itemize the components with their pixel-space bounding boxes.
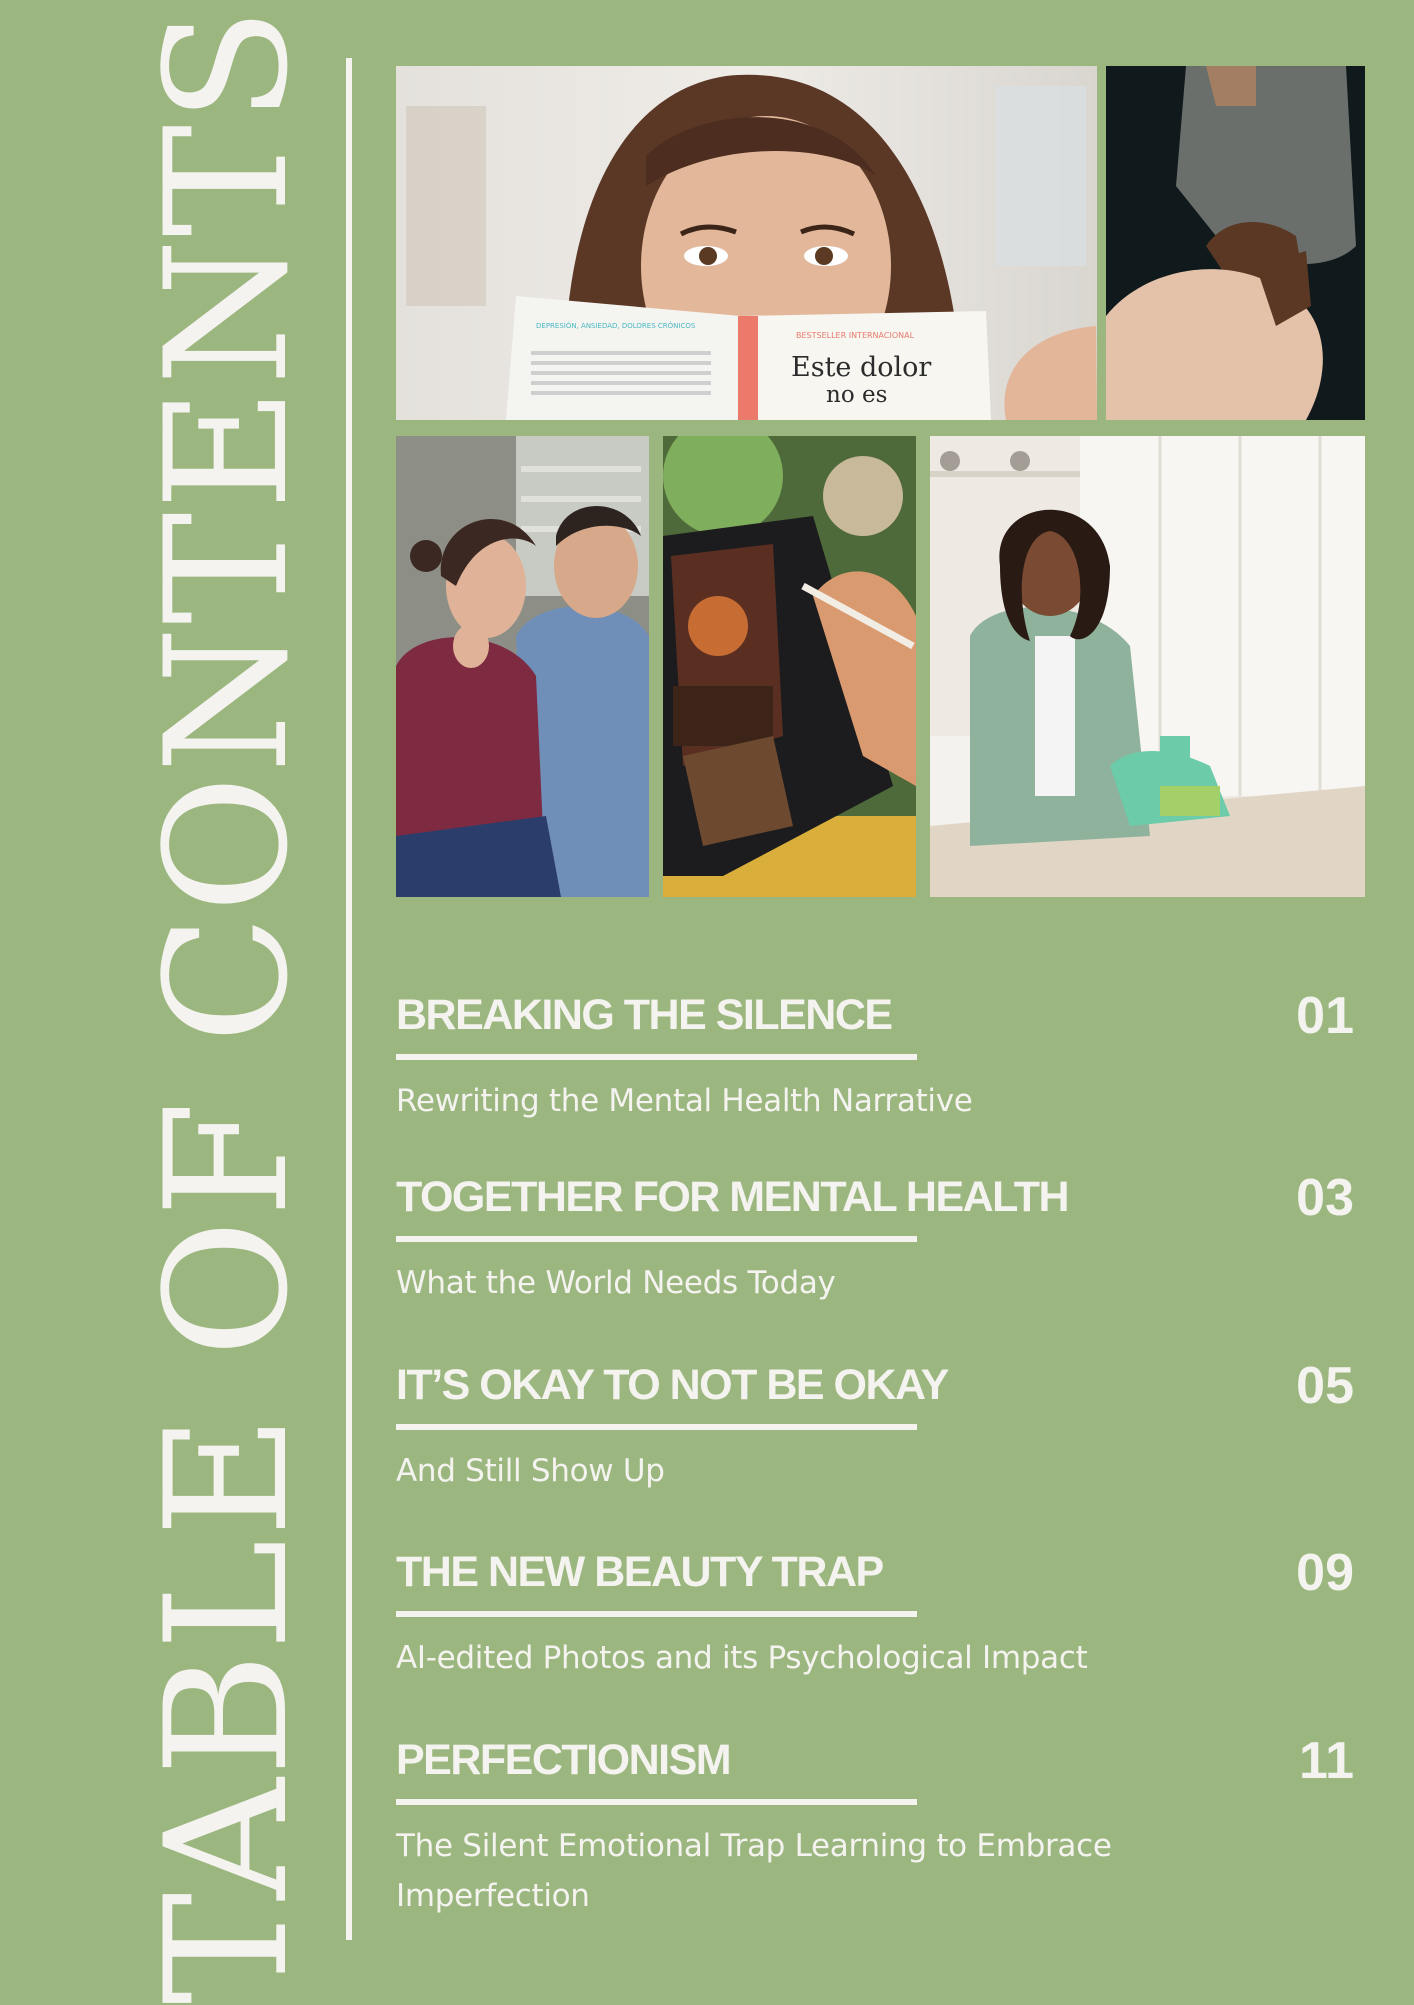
entry-subtitle: Rewriting the Mental Health Narrative bbox=[396, 1083, 973, 1119]
entry-subtitle: The Silent Emotional Trap Learning to Embrace Imperfection bbox=[396, 1828, 1112, 1914]
page-title: TABLE OF CONTENTS bbox=[129, 5, 325, 2005]
entry-title[interactable]: BREAKING THE SILENCE bbox=[396, 991, 892, 1039]
svg-text:DEPRESIÓN, ANSIEDAD, DOLORES C: DEPRESIÓN, ANSIEDAD, DOLORES CRÓNICOS bbox=[536, 322, 696, 330]
entry-page-number: 05 bbox=[1296, 1357, 1354, 1415]
entry-underline bbox=[396, 1611, 917, 1617]
entry-page-number: 01 bbox=[1296, 987, 1354, 1045]
entry-title[interactable]: TOGETHER FOR MENTAL HEALTH bbox=[396, 1173, 1069, 1221]
entry-title[interactable]: THE NEW BEAUTY TRAP bbox=[396, 1548, 883, 1596]
entry-underline bbox=[396, 1054, 917, 1060]
entry-title[interactable]: IT’S OKAY TO NOT BE OKAY bbox=[396, 1361, 948, 1409]
tablet-photo-editing-photo bbox=[663, 436, 916, 897]
entry-page-number: 03 bbox=[1296, 1169, 1354, 1227]
comforting-couple-photo bbox=[396, 436, 649, 897]
vertical-divider bbox=[346, 58, 352, 1940]
entry-page-number: 09 bbox=[1296, 1544, 1354, 1602]
entry-subtitle: And Still Show Up bbox=[396, 1453, 665, 1489]
entry-underline bbox=[396, 1799, 917, 1805]
entry-page-number: 11 bbox=[1299, 1732, 1354, 1790]
entry-title[interactable]: PERFECTIONISM bbox=[396, 1736, 731, 1784]
entry-subtitle: AI-edited Photos and its Psychological Impact bbox=[396, 1640, 1088, 1676]
entry-underline bbox=[396, 1424, 917, 1430]
svg-text:Este dolor: Este dolor bbox=[791, 352, 932, 383]
entry-subtitle: What the World Needs Today bbox=[396, 1265, 836, 1301]
woman-reading-book-photo bbox=[396, 66, 1097, 420]
helping-hands-photo bbox=[1106, 66, 1365, 420]
svg-text:BESTSELLER INTERNACIONAL: BESTSELLER INTERNACIONAL bbox=[796, 331, 915, 340]
svg-text:no es: no es bbox=[826, 382, 888, 408]
woman-cleaning-counter-photo bbox=[930, 436, 1365, 897]
entry-underline bbox=[396, 1236, 917, 1242]
